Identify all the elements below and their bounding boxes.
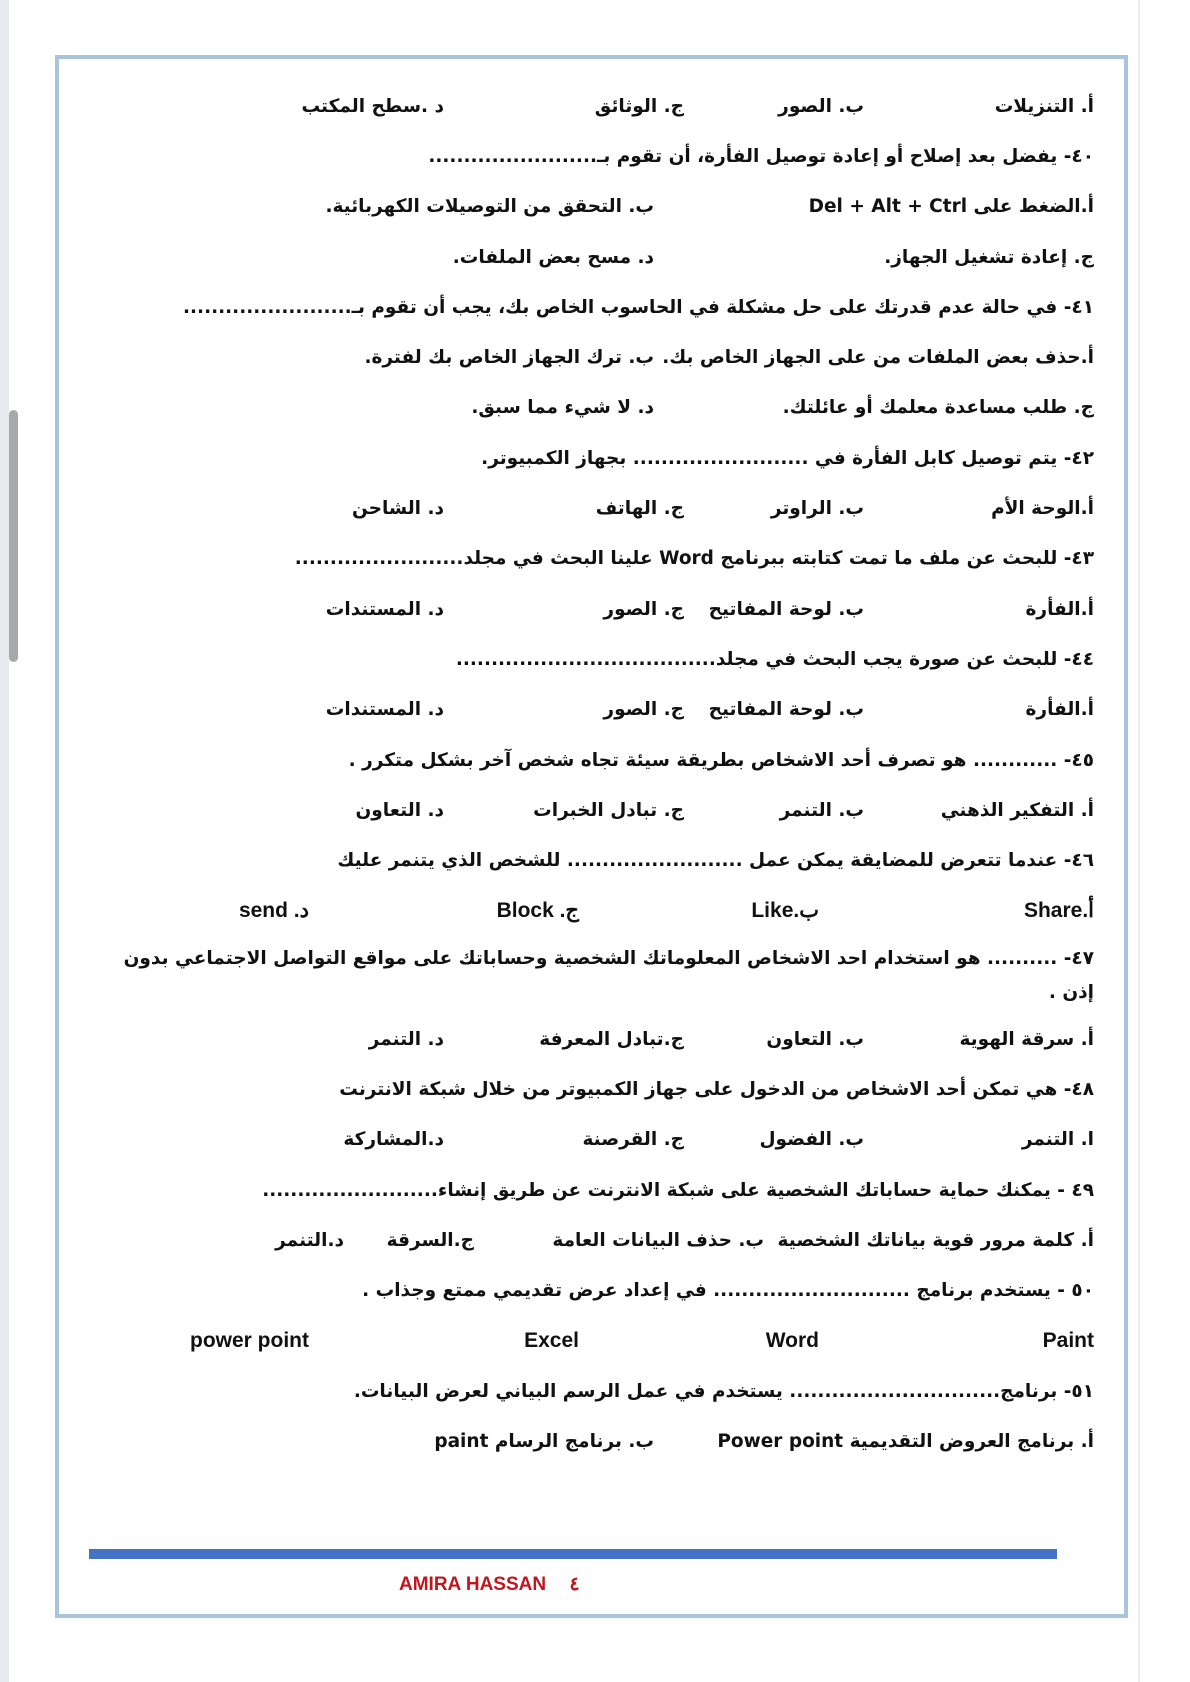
options-row: [94, 584, 1094, 634]
options-row: [94, 1416, 1094, 1466]
options-row: [94, 785, 1094, 835]
options-row: [94, 1215, 1094, 1265]
option-choice: ب. التحقق من التوصيلات الكهربائية.: [325, 196, 654, 218]
option-choice: أ. سرقة الهوية: [959, 1028, 1094, 1050]
worksheet-page: [55, 55, 1128, 1618]
footer: [399, 1573, 580, 1596]
option-choice: ب. حذف البيانات العامة: [552, 1229, 764, 1251]
option-choice: ج. Block: [496, 899, 579, 923]
options-row: [94, 1115, 1094, 1165]
question: ٤٤- للبحث عن صورة يجب البحث في مجلد.....................................: [455, 648, 1094, 670]
options-row: [94, 81, 1094, 131]
question: ٤٩ - يمكنك حماية حساباتك الشخصية على شبكة الانترنت عن طريق إنشاء.........................: [262, 1179, 1094, 1201]
option-choice: ب. الراوتر: [770, 498, 864, 520]
option-choice: أ. التفكير الذهني: [940, 799, 1094, 821]
option-choice: ج. الهاتف: [595, 498, 684, 520]
option-choice: ب. برنامج الرسام paint: [434, 1431, 654, 1453]
option-choice: Word: [765, 1328, 819, 1352]
option-choice: ب. التنمر: [779, 799, 864, 821]
questions-list: [94, 81, 1094, 1467]
option-choice: د.المشاركة: [343, 1129, 444, 1151]
option-choice: د. send: [238, 899, 309, 923]
question: ٤٣- للبحث عن ملف ما تمت كتابته ببرنامج Word علينا البحث في مجلد........................: [294, 548, 1094, 570]
options-row: [94, 886, 1094, 936]
options-row: [94, 1014, 1094, 1064]
option-choice: أ. كلمة مرور قوية بياناتك الشخصية: [777, 1229, 1094, 1251]
option-choice: ب. الصور: [778, 95, 864, 117]
option-choice: د. الشاحن: [351, 498, 444, 520]
options-row: [94, 1316, 1094, 1366]
option-choice: أ. برنامج العروض التقديمية Power point: [717, 1431, 1094, 1453]
options-row: [94, 182, 1094, 232]
option-choice: أ.الضغط على Del + Alt + Ctrl: [808, 196, 1094, 218]
option-choice: أ.الفأرة: [1025, 598, 1094, 620]
option-choice: ب. لوحة المفاتيح: [708, 598, 864, 620]
option-choice: ج. الصور: [603, 699, 684, 721]
option-choice: أ.الفأرة: [1025, 699, 1094, 721]
option-choice: ج.تبادل المعرفة: [539, 1028, 684, 1050]
footer-divider: [89, 1549, 1057, 1559]
option-choice: ج. طلب مساعدة معلمك أو عائلتك.: [782, 397, 1094, 419]
option-choice: ج. الوثائق: [594, 95, 684, 117]
option-choice: أ.Share: [1023, 899, 1094, 923]
option-choice: أ. التنزيلات: [994, 95, 1094, 117]
options-row: [94, 232, 1094, 282]
option-choice: ج. تبادل الخبرات: [533, 799, 684, 821]
page-number: ٤: [569, 1574, 580, 1595]
option-choice: د.التنمر: [275, 1229, 344, 1251]
question: ٤١- في حالة عدم قدرتك على حل مشكلة في الحاسوب الخاص بك، يجب أن تقوم بـ........................: [182, 296, 1094, 318]
question: ٤٦- عندما تتعرض للمضايقة يمكن عمل ......................... للشخص الذي يتنمر عليك: [337, 850, 1094, 872]
question: ٤٢- يتم توصيل كابل الفأرة في ......................... بجهاز الكمبيوتر.: [481, 447, 1094, 469]
footer-author: AMIRA HASSAN: [399, 1574, 547, 1595]
option-choice: أ.حذف بعض الملفات من على الجهاز الخاص بك.: [662, 347, 1094, 369]
option-choice: د. لا شيء مما سبق.: [471, 397, 654, 419]
options-row: [94, 685, 1094, 735]
option-choice: ب. الفضول: [759, 1129, 864, 1151]
options-row: [94, 383, 1094, 433]
option-choice: ج.السرقة: [386, 1229, 474, 1251]
option-choice: ج. القرصنة: [582, 1129, 684, 1151]
option-choice: د. مسح بعض الملفات.: [452, 246, 654, 268]
option-choice: ب. ترك الجهاز الخاص بك لفترة.: [364, 347, 654, 369]
option-choice: ا. التنمر: [1021, 1129, 1094, 1151]
option-choice: د. المستندات: [325, 699, 444, 721]
left-gutter: [0, 0, 9, 1682]
option-choice: power point: [190, 1328, 309, 1352]
options-row: [94, 332, 1094, 382]
option-choice: د .سطح المكتب: [301, 95, 444, 117]
scrollbar-thumb[interactable]: [9, 410, 18, 662]
question: ٥١- برنامج.............................. يستخدم في عمل الرسم البياني لعرض البيانات.: [353, 1380, 1094, 1402]
question: ٥٠ - يستخدم برنامج ............................ في إعداد عرض تقديمي ممتع وجذاب .: [362, 1280, 1094, 1302]
option-choice: Excel: [524, 1328, 579, 1352]
option-choice: أ.الوحة الأم: [991, 498, 1094, 520]
option-choice: ب. لوحة المفاتيح: [708, 699, 864, 721]
option-choice: ج. الصور: [603, 598, 684, 620]
question: ٤٧- .......... هو استخدام احد الاشخاص المعلوماتك الشخصية وحساباتك على مواقع التواصل الاجتماعي بدون إذن .: [123, 948, 1094, 1004]
question: ٤٠- يفضل بعد إصلاح أو إعادة توصيل الفأرة، أن تقوم بـ........................: [428, 145, 1094, 167]
option-choice: Paint: [1042, 1328, 1094, 1352]
options-row: [94, 483, 1094, 533]
option-choice: د. التعاون: [355, 799, 444, 821]
right-gutter: [1138, 0, 1190, 1682]
question: ٤٥- ............ هو تصرف أحد الاشخاص بطريقة سيئة تجاه شخص آخر بشكل متكرر .: [348, 749, 1094, 771]
option-choice: ب.Like: [751, 899, 819, 923]
option-choice: ب. التعاون: [766, 1028, 864, 1050]
option-choice: د. التنمر: [368, 1028, 444, 1050]
option-choice: د. المستندات: [325, 598, 444, 620]
option-choice: ج. إعادة تشغيل الجهاز.: [884, 246, 1094, 268]
question: ٤٨- هي تمكن أحد الاشخاص من الدخول على جهاز الكمبيوتر من خلال شبكة الانترنت: [339, 1078, 1094, 1100]
